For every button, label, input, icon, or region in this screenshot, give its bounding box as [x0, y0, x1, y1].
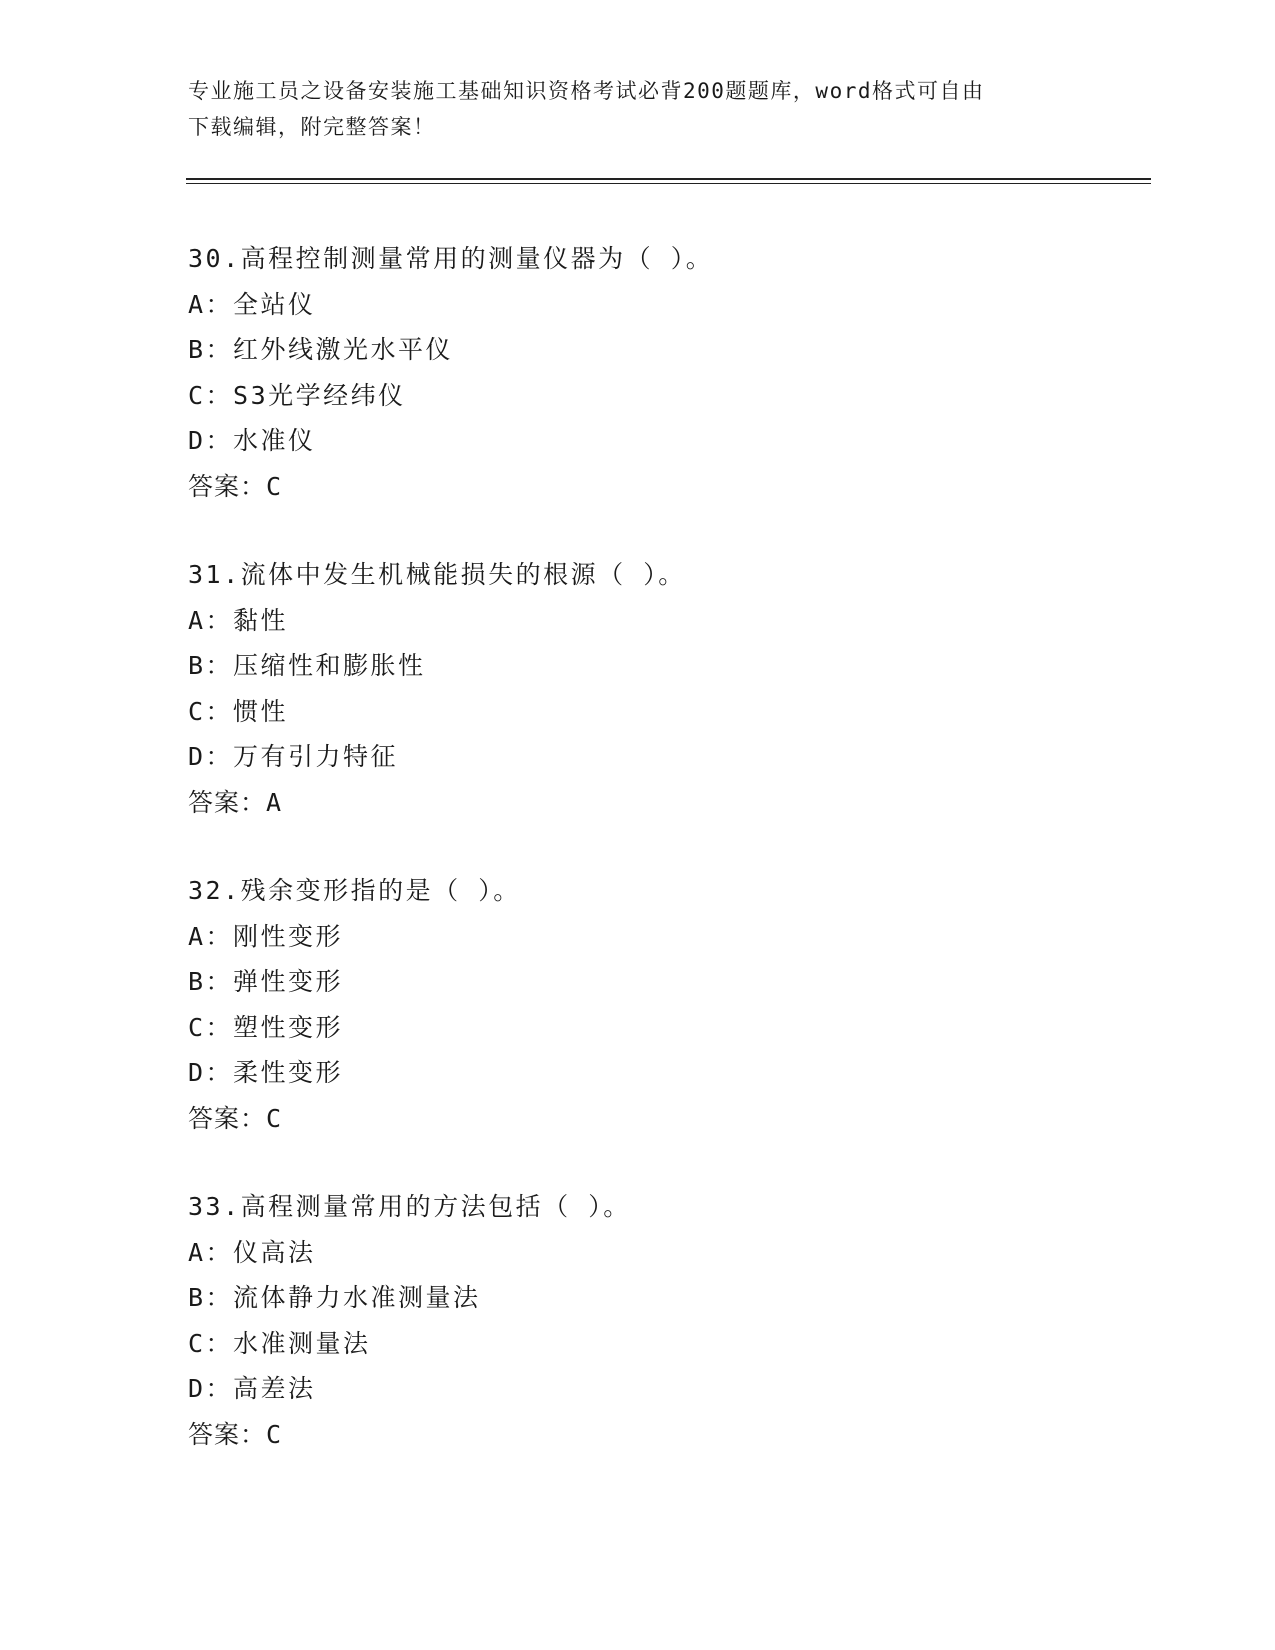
question-30	[188, 236, 1148, 509]
answer-line	[188, 1412, 1148, 1458]
answer-prefix: 答案：	[188, 787, 267, 817]
question-title: 31.流体中发生机械能损失的根源（ ）。	[188, 560, 686, 589]
question-title: 30.高程控制测量常用的测量仪器为（ ）。	[188, 244, 714, 273]
option-c: C：塑性变形	[188, 1012, 344, 1042]
question-list	[188, 236, 1148, 1500]
answer-prefix: 答案：	[188, 1419, 267, 1449]
question-title: 33.高程测量常用的方法包括（ ）。	[188, 1192, 631, 1221]
header-divider-thin	[186, 183, 1151, 184]
option-b: B：弹性变形	[188, 967, 344, 996]
option-d: D：水准仪	[188, 426, 316, 455]
option-d: D：柔性变形	[188, 1058, 344, 1087]
header-line-2: 下载编辑，附完整答案！	[188, 115, 436, 139]
option-d: D：高差法	[188, 1374, 316, 1403]
question-33	[188, 1184, 1148, 1457]
option-b: B：红外线激光水平仪	[188, 335, 454, 364]
answer-value: A	[266, 787, 283, 817]
option-a: A：黏性	[188, 605, 289, 635]
option-c: C：惯性	[188, 696, 289, 726]
option-d: D：万有引力特征	[188, 742, 399, 771]
option-b: B：流体静力水准测量法	[188, 1283, 481, 1312]
question-title: 32.残余变形指的是（ ）。	[188, 876, 521, 905]
answer-line	[188, 1096, 1148, 1142]
option-a: A：仪高法	[188, 1237, 316, 1267]
option-c: C：水准测量法	[188, 1328, 371, 1358]
header-divider-thick	[186, 178, 1151, 180]
answer-prefix: 答案：	[188, 471, 267, 501]
answer-line	[188, 464, 1148, 510]
option-a: A：全站仪	[188, 289, 316, 319]
question-31	[188, 552, 1148, 825]
answer-value: C	[266, 1419, 283, 1449]
answer-value: C	[266, 1103, 283, 1133]
option-c: C：S3光学经纬仪	[188, 380, 406, 410]
header-line-1: 专业施工员之设备安装施工基础知识资格考试必背200题题库，word格式可自由	[188, 79, 985, 103]
answer-value: C	[266, 471, 283, 501]
option-b: B：压缩性和膨胀性	[188, 651, 426, 680]
answer-line	[188, 780, 1148, 826]
question-32	[188, 868, 1148, 1141]
option-a: A：刚性变形	[188, 921, 344, 951]
document-header	[188, 73, 1088, 145]
answer-prefix: 答案：	[188, 1103, 267, 1133]
